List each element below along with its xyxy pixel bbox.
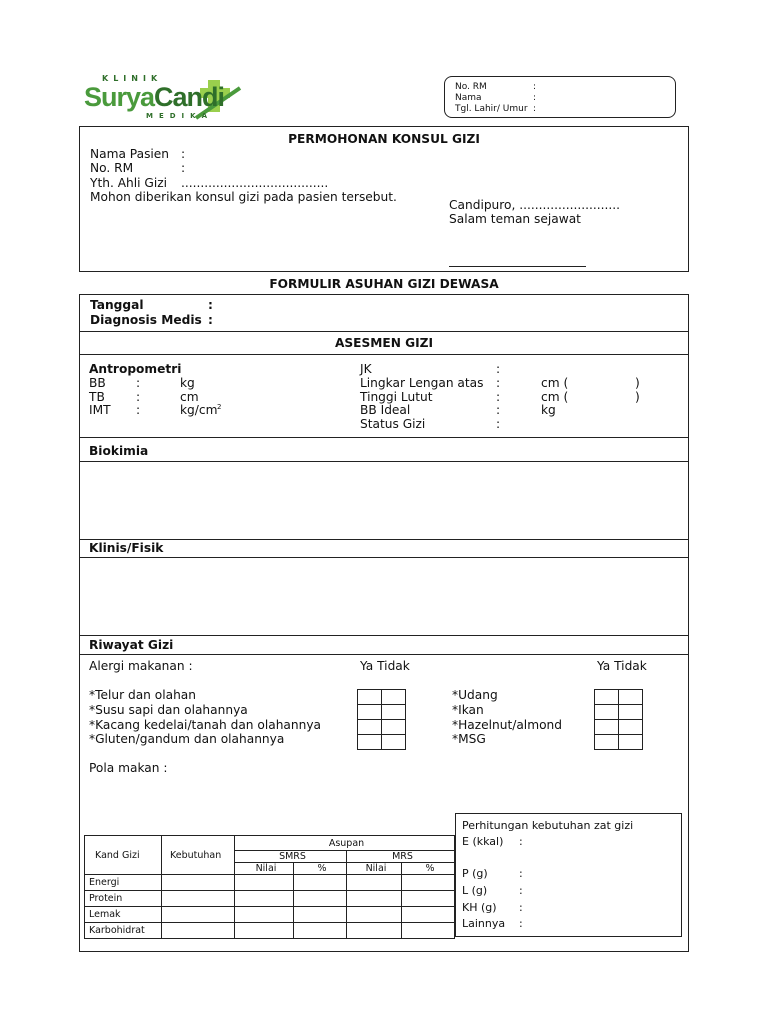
- divider: [79, 437, 689, 438]
- table-row: [85, 875, 455, 891]
- kebutuhan-header: Kebutuhan: [162, 836, 235, 875]
- formulir-title: FORMULIR ASUHAN GIZI DEWASA: [269, 277, 499, 291]
- checkbox-tidak[interactable]: [382, 690, 406, 705]
- checkbox-tidak[interactable]: [619, 735, 643, 750]
- patient-nama-label: Nama: [455, 93, 482, 103]
- perhitungan-p-colon: :: [519, 867, 523, 880]
- patient-lahir-colon: :: [533, 104, 537, 114]
- diagnosis-colon: :: [208, 313, 213, 327]
- pola-makan-label: Pola makan :: [89, 761, 168, 775]
- row-label: Energi: [85, 875, 162, 891]
- alergi-label: Alergi makanan :: [89, 659, 193, 673]
- signature-line: [449, 266, 586, 267]
- alergi-right-item: *Hazelnut/almond: [452, 718, 562, 732]
- perhitungan-lainnya: Lainnya: [462, 917, 506, 930]
- table-cell[interactable]: [162, 891, 235, 907]
- tb-label: TB: [89, 390, 105, 404]
- table-cell[interactable]: [402, 875, 455, 891]
- perhitungan-p: P (g): [462, 867, 488, 880]
- checkbox-ya[interactable]: [358, 720, 382, 735]
- table-row: [85, 891, 455, 907]
- konsul-salam: Salam teman sejawat: [449, 212, 581, 226]
- checkbox-ya[interactable]: [595, 735, 619, 750]
- divider: [79, 331, 689, 332]
- konsul-ahli-gizi-dots: ......................................: [181, 176, 329, 190]
- smrs-header: SMRS: [235, 851, 347, 863]
- checkbox-tidak[interactable]: [382, 720, 406, 735]
- bb-label: BB: [89, 376, 106, 390]
- bb-ideal-colon: :: [496, 403, 501, 417]
- perhitungan-l-colon: :: [519, 884, 523, 897]
- patient-lahir-label: Tgl. Lahir/ Umur: [455, 104, 528, 114]
- checkbox-ya[interactable]: [358, 735, 382, 750]
- table-cell[interactable]: [294, 875, 347, 891]
- checkbox-tidak[interactable]: [619, 705, 643, 720]
- konsul-no-rm: No. RM: [90, 161, 134, 175]
- biokimia-heading: Biokimia: [89, 444, 149, 458]
- table-cell[interactable]: [402, 907, 455, 923]
- ya-tidak-right: Ya Tidak: [597, 659, 647, 673]
- checkbox-tidak[interactable]: [619, 720, 643, 735]
- lila-colon: :: [496, 376, 501, 390]
- lila-label: Lingkar Lengan atas: [360, 376, 484, 390]
- divider: [79, 635, 689, 636]
- checkbox-ya[interactable]: [595, 690, 619, 705]
- tinggi-lutut-colon: :: [496, 390, 501, 404]
- table-cell[interactable]: [402, 891, 455, 907]
- bb-unit: kg: [180, 376, 195, 390]
- table-cell[interactable]: [347, 907, 402, 923]
- divider: [79, 557, 689, 558]
- table-row: [85, 923, 455, 939]
- tinggi-lutut-unit: cm (: [541, 390, 569, 404]
- imt-colon: :: [136, 403, 141, 417]
- row-label: Karbohidrat: [85, 923, 162, 939]
- bb-ideal-unit: kg: [541, 403, 556, 417]
- asupan-table: [84, 835, 455, 939]
- alergi-left-item: *Gluten/gandum dan olahannya: [89, 732, 285, 746]
- checkbox-ya[interactable]: [358, 705, 382, 720]
- alergi-left-item: *Kacang kedelai/tanah dan olahannya: [89, 718, 322, 732]
- konsul-candipuro: Candipuro, ..........................: [449, 198, 620, 212]
- jk-colon: :: [496, 362, 501, 376]
- patient-rm-colon: :: [533, 82, 537, 92]
- table-cell[interactable]: [235, 907, 294, 923]
- perhitungan-title: Perhitungan kebutuhan zat gizi: [462, 819, 634, 832]
- row-label: Lemak: [85, 907, 162, 923]
- konsul-nama-pasien: Nama Pasien: [90, 147, 170, 161]
- perhitungan-e-colon: :: [519, 835, 523, 848]
- nilai-header: Nilai: [347, 863, 402, 875]
- alergi-right-item: *Ikan: [452, 703, 484, 717]
- row-label: Protein: [85, 891, 162, 907]
- bb-colon: :: [136, 376, 141, 390]
- alergi-right-checkbox-grid: [594, 689, 643, 750]
- logo-bottom-text: MEDIKA: [146, 112, 214, 120]
- logo-top-text: KLINIK: [102, 74, 163, 83]
- tanggal-colon: :: [208, 298, 213, 312]
- asupan-header: Asupan: [235, 836, 455, 851]
- perhitungan-kh: KH (g): [462, 901, 497, 914]
- checkbox-ya[interactable]: [595, 705, 619, 720]
- table-cell[interactable]: [294, 891, 347, 907]
- riwayat-heading: Riwayat Gizi: [89, 638, 174, 652]
- tinggi-lutut-label: Tinggi Lutut: [360, 390, 433, 404]
- perhitungan-l: L (g): [462, 884, 488, 897]
- tanggal-label: Tanggal: [90, 298, 144, 312]
- table-cell[interactable]: [294, 907, 347, 923]
- diagnosis-label: Diagnosis Medis: [90, 313, 202, 327]
- perhitungan-kh-colon: :: [519, 901, 523, 914]
- konsul-title: PERMOHONAN KONSUL GIZI: [288, 132, 480, 146]
- imt-unit: kg/cm: [180, 403, 218, 417]
- checkbox-tidak[interactable]: [382, 705, 406, 720]
- lila-close: ): [635, 376, 640, 390]
- table-cell[interactable]: [402, 923, 455, 939]
- checkbox-tidak[interactable]: [382, 735, 406, 750]
- antropometri-heading: Antropometri: [89, 362, 182, 376]
- bb-ideal-label: BB Ideal: [360, 403, 411, 417]
- status-gizi-colon: :: [496, 417, 501, 431]
- alergi-left-checkbox-grid: [357, 689, 406, 750]
- konsul-rm-colon: :: [181, 161, 186, 175]
- persen-header: %: [402, 863, 455, 875]
- klinis-heading: Klinis/Fisik: [89, 541, 164, 555]
- divider: [79, 539, 689, 540]
- patient-id-box: [444, 76, 676, 118]
- mrs-header: MRS: [347, 851, 455, 863]
- status-gizi-label: Status Gizi: [360, 417, 426, 431]
- konsul-ahli-gizi: Yth. Ahli Gizi: [90, 176, 168, 190]
- table-cell[interactable]: [162, 875, 235, 891]
- konsul-nama-colon: :: [181, 147, 186, 161]
- logo-name-surya: Surya: [84, 82, 155, 112]
- table-cell[interactable]: [235, 875, 294, 891]
- checkbox-ya[interactable]: [595, 720, 619, 735]
- divider: [79, 654, 689, 655]
- table-cell[interactable]: [347, 923, 402, 939]
- logo-name-candi: Candi: [154, 82, 225, 112]
- persen-header: %: [294, 863, 347, 875]
- table-cell[interactable]: [294, 923, 347, 939]
- kand-gizi-header: Kand Gizi: [85, 836, 162, 875]
- table-cell[interactable]: [235, 891, 294, 907]
- checkbox-ya[interactable]: [358, 690, 382, 705]
- table-cell[interactable]: [347, 875, 402, 891]
- checkbox-tidak[interactable]: [619, 690, 643, 705]
- table-row: [85, 907, 455, 923]
- imt-label: IMT: [89, 403, 111, 417]
- patient-rm-label: No. RM: [455, 82, 487, 92]
- table-cell[interactable]: [347, 891, 402, 907]
- perhitungan-e: E (kkal): [462, 835, 504, 848]
- alergi-left-item: *Susu sapi dan olahannya: [89, 703, 248, 717]
- table-cell[interactable]: [235, 923, 294, 939]
- imt-superscript: 2: [217, 403, 222, 411]
- alergi-left-item: *Telur dan olahan: [89, 688, 196, 702]
- nilai-header: Nilai: [235, 863, 294, 875]
- ya-tidak-left: Ya Tidak: [360, 659, 410, 673]
- asesmen-title: ASESMEN GIZI: [334, 336, 434, 350]
- perhitungan-lainnya-colon: :: [519, 917, 523, 930]
- jk-label: JK: [360, 362, 372, 376]
- alergi-right-item: *Udang: [452, 688, 498, 702]
- konsul-mohon: Mohon diberikan konsul gizi pada pasien tersebut.: [90, 190, 397, 204]
- alergi-right-item: *MSG: [452, 732, 486, 746]
- table-cell[interactable]: [162, 923, 235, 939]
- tb-unit: cm: [180, 390, 199, 404]
- tb-colon: :: [136, 390, 141, 404]
- divider: [79, 461, 689, 462]
- tinggi-lutut-close: ): [635, 390, 640, 404]
- divider: [79, 354, 689, 355]
- table-cell[interactable]: [162, 907, 235, 923]
- clinic-logo: [84, 72, 249, 124]
- patient-nama-colon: :: [533, 93, 537, 103]
- lila-unit: cm (: [541, 376, 569, 390]
